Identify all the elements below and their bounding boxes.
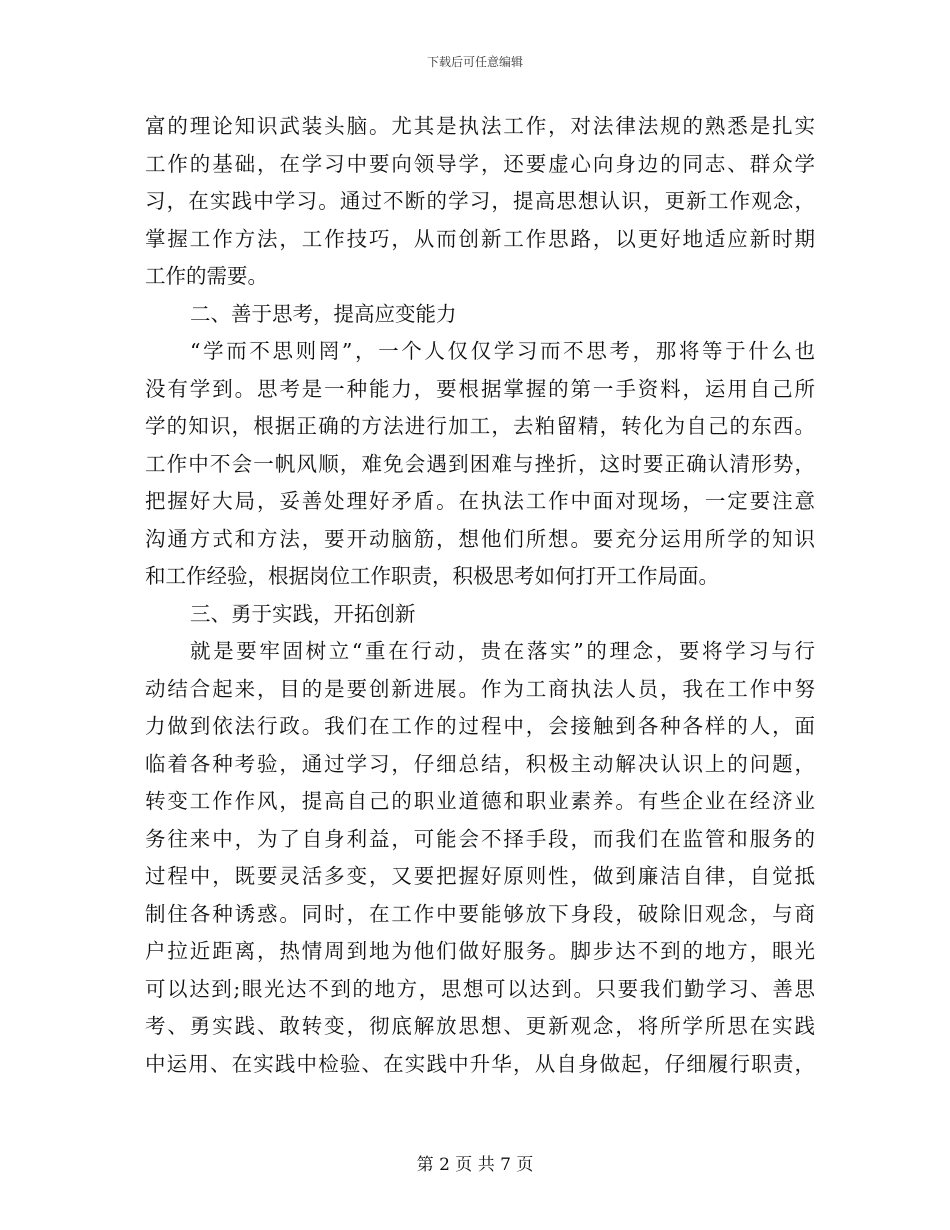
page-header: 下载后可任意编辑 — [426, 55, 523, 69]
text-line: 富的理论知识武装头脑。尤其是执法工作，对法律法规的熟悉是扎实 — [145, 114, 815, 138]
text-line: 工作的基础，在学习中要向领导学，还要虚心向身边的同志、群众学 — [145, 151, 815, 176]
text-line: 过程中，既要灵活多变，又要把握好原则性，做到廉洁自律，自觉抵 — [145, 864, 815, 888]
text-line: 就是要牢固树立“重在行动，贵在落实”的理念，要将学习与行 — [190, 639, 815, 663]
text-line: 习，在实践中学习。通过不断的学习，提高思想认识，更新工作观念， — [145, 189, 815, 213]
text-line: 沟通方式和方法，要开动脑筋，想他们所想。要充分运用所学的知识 — [145, 526, 815, 551]
page-number: 第 2 页 共 7 页 — [416, 1155, 534, 1175]
text-line: 制住各种诱惑。同时，在工作中要能够放下身段，破除旧观念，与商 — [145, 901, 815, 926]
text-line: 可以达到;眼光达不到的地方，思想可以达到。只要我们勤学习、善思 — [145, 976, 815, 1001]
text-line: 户拉近距离，热情周到地为他们做好服务。脚步达不到的地方，眼光 — [145, 939, 815, 963]
text-line: 把握好大局，妥善处理好矛盾。在执法工作中面对现场，一定要注意 — [145, 489, 815, 513]
text-line: 工作中不会一帆风顺，难免会遇到困难与挫折，这时要正确认清形势， — [145, 451, 815, 476]
text-line: 掌握工作方法，工作技巧，从而创新工作思路，以更好地适应新时期 — [145, 226, 815, 251]
text-line: 临着各种考验，通过学习，仔细总结，积极主动解决认识上的问题， — [145, 751, 815, 776]
text-line: 学的知识，根据正确的方法进行加工，去粕留精，转化为自己的东西。 — [145, 414, 815, 438]
text-line: 力做到依法行政。我们在工作的过程中，会接触到各种各样的人，面 — [145, 714, 815, 738]
text-line: 和工作经验，根据岗位工作职责，积极思考如何打开工作局面。 — [145, 564, 719, 588]
text-line: 转变工作作风，提高自己的职业道德和职业素养。有些企业在经济业 — [145, 789, 815, 813]
document-body — [145, 108, 815, 1083]
text-line: 考、勇实践、敢转变，彻底解放思想、更新观念，将所学所思在实践 — [145, 1014, 815, 1038]
section-heading: 二、善于思考，提高应变能力 — [190, 301, 457, 326]
text-line: 务往来中，为了自身利益，可能会不择手段，而我们在监管和服务的 — [145, 826, 815, 851]
text-line: 没有学到。思考是一种能力，要根据掌握的第一手资料，运用自己所 — [145, 376, 815, 401]
text-line: 动结合起来，目的是要创新进展。作为工商执法人员，我在工作中努 — [145, 676, 815, 701]
text-line: “学而不思则罔”，一个人仅仅学习而不思考，那将等于什么也 — [190, 339, 815, 363]
text-line: 工作的需要。 — [145, 264, 268, 288]
section-heading: 三、勇于实践，开拓创新 — [190, 601, 416, 626]
text-line: 中运用、在实践中检验、在实践中升华，从自身做起，仔细履行职责， — [145, 1051, 815, 1076]
